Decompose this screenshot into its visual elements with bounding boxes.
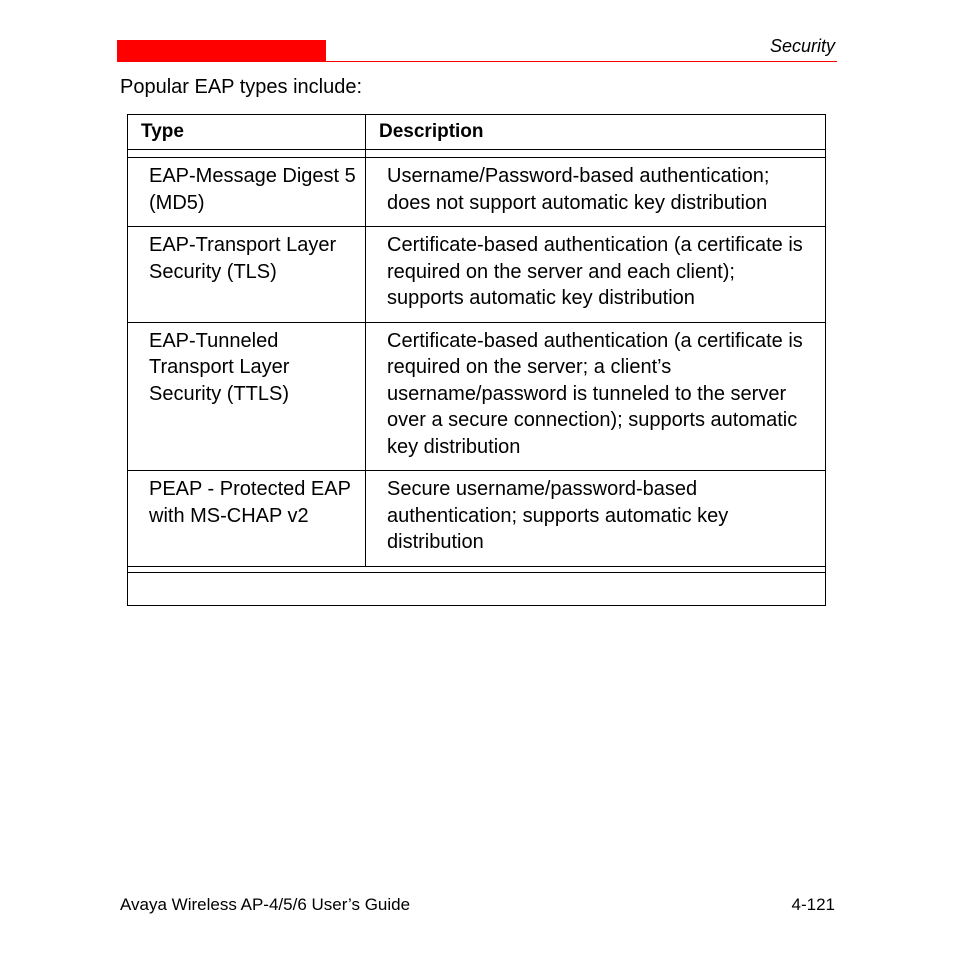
type-cell: EAP-Tunneled Transport Layer Security (TTLS) [128,323,366,471]
description-cell: Username/Password-based authentication; does not support automatic key distribution [387,165,770,214]
eap-types-table [127,114,826,606]
table-row [128,471,825,567]
header-red-bar [117,40,326,61]
column-header-description: Description [379,121,484,142]
header-separator [128,150,825,158]
table-row [128,227,825,323]
page-number: 4-121 [791,895,835,914]
description-cell: Certificate-based authentication (a certificate is required on the server; a client’s username/password is tunneled to the server over a secure connection); supports automatic key distribution [387,329,803,458]
section-title: Security [769,36,835,56]
table-footer-row [128,573,825,605]
type-cell: EAP-Message Digest 5 (MD5) [128,158,366,226]
type-cell: PEAP - Protected EAP with MS-CHAP v2 [128,471,366,566]
table-row [128,158,825,227]
description-cell: Secure username/password-based authentication; supports automatic key distribution [387,478,729,553]
intro-text: Popular EAP types include: [120,76,363,98]
guide-title: Avaya Wireless AP-4/5/6 User’s Guide [120,895,411,914]
table-row [128,323,825,472]
table-header-row [128,115,825,150]
type-cell: EAP-Transport Layer Security (TLS) [128,227,366,322]
column-header-type: Type [128,115,366,149]
header-rule [117,61,837,62]
description-cell: Certificate-based authentication (a certificate is required on the server and each client); supports automatic key distribution [387,234,803,309]
